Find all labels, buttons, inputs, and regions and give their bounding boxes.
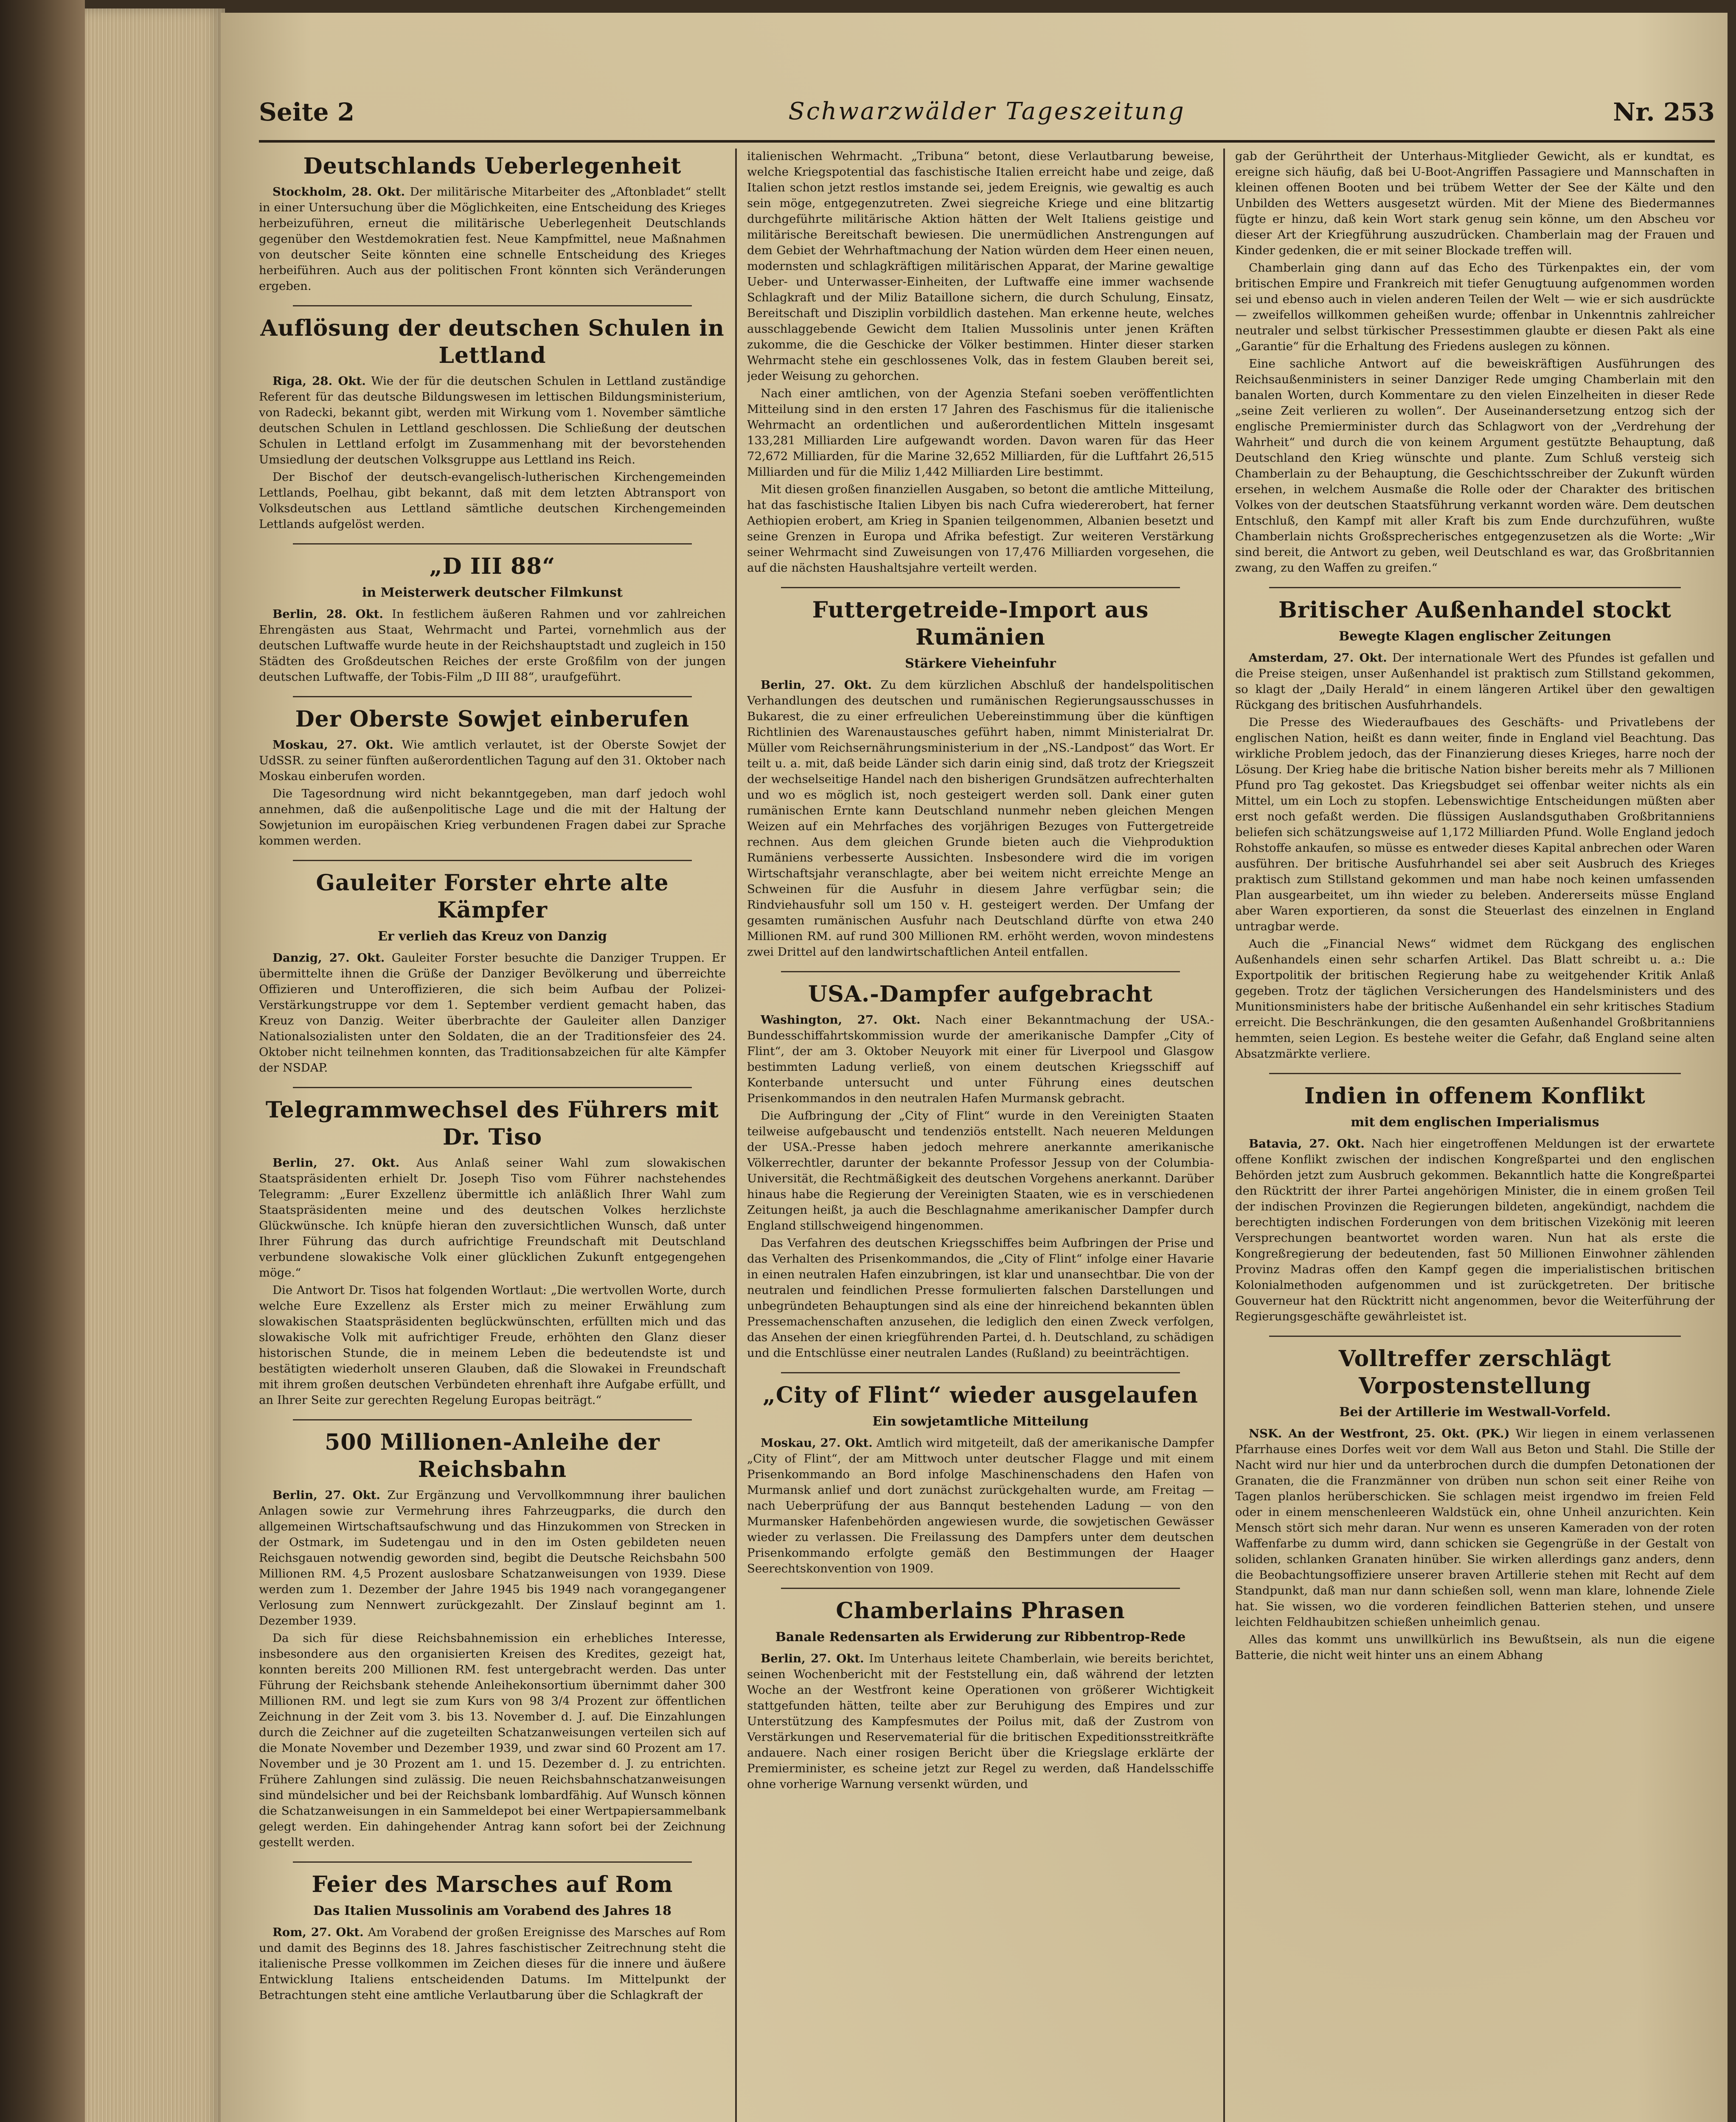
column-3	[1235, 149, 1715, 2122]
article-text: Gauleiter Forster besuchte die Danziger Truppen. Er übermittelte ihnen die Grüße der Danziger Bevölkerung und überreichte Offizieren und Unteroffizieren, die sich beim Aufbau der Polizei-Verstärkungstruppe vor dem 1. September verdient gemacht haben, das Kreuz von Danzig. Weiter überbrachte der Gauleiter allen Danziger Nationalsozialisten unter den Soldaten, die an der Traditionsfeier des 24. Oktober nicht teilnehmen konnten, das Traditionsabzeichen für alte Kämpfer der NSDAP.	[259, 951, 726, 1075]
article-text: Die Tagesordnung wird nicht bekanntgegeben, man darf jedoch wohl annehmen, daß die außenpolitische Lage und die mit der Haltung der Sowjetunion im europäischen Krieg verbundenen Fragen dabei zur Sprache kommen werden.	[259, 787, 726, 848]
divider	[293, 543, 692, 545]
article-text: Am Vorabend der großen Ereignisse des Marsches auf Rom und damit des Beginns des 18. Jahres faschistischer Zeitrechnung steht die italienische Presse vollkommen im Zeichen dieses für die innere und äußere Entwicklung Italiens entscheidenden Datums. Im Mittelpunkt der Betrachtungen steht eine amtliche Verlautbarung über die Schlagkraft der	[259, 1926, 726, 2002]
article-text: Die Presse des Wiederaufbaues des Geschäfts- und Privatlebens der englischen Nation, heißt es dann weiter, finde in England viel Beachtung. Das wirkliche Problem jedoch, das der Finanzierung dieses Krieges, harre noch der Lösung. Der Krieg habe die britische Nation bisher bereits mehr als 7 Millionen Pfund pro Tag gekostet. Das Kriegsbudget sei offenbar weiter nichts als ein Mittel, um ein Loch zu stopfen. Lebenswichtige Entscheidungen müßten aber erst noch gefaßt werden. Die flüssigen Auslandsguthaben Großbritanniens beliefen sich schätzungsweise auf 1,172 Milliarden Pfund. Wolle England jedoch Rohstoffe ankaufen, so müsse es entweder dieses Kapital anbrechen oder Waren ausführen. Der britische Ausfuhrhandel sei aber seit Ausbruch des Krieges praktisch zum Stillstand gekommen und man habe noch keinen umfassenden Plan ausgearbeitet, um ihn wieder zu beleben. Andererseits müsse England aber Waren exportieren, da sonst die Steuerlast des einzelnen in England untragbar werde.	[1235, 716, 1715, 933]
article-telegrammwechsel	[259, 1097, 726, 1408]
divider	[293, 1419, 692, 1420]
divider	[1269, 1073, 1681, 1074]
subheadline: Bewegte Klagen englischer Zeitungen	[1339, 629, 1611, 644]
dateline: Batavia, 27. Okt.	[1249, 1137, 1365, 1151]
article-text: Aus Anlaß seiner Wahl zum slowakischen Staatspräsidenten erhielt Dr. Joseph Tiso vom Führer nachstehendes Telegramm: „Eurer Exzellenz übermittle ich anläßlich Ihrer Wahl zum Staatspräsidenten meine und des deutschen Volkes herzlichste Glückwünsche. Ich knüpfe hieran den zuversichtlichen Wunsch, daß unter Ihrer Führung das durch aufrichtige Freundschaft mit Deutschland verbundene slowakische Volk einer glücklichen Zukunft entgegengehen möge.“	[259, 1156, 726, 1280]
headline: Indien in offenem Konflikt	[1304, 1083, 1646, 1109]
dateline: Washington, 27. Okt.	[761, 1013, 921, 1027]
headline: Deutschlands Ueberlegenheit	[303, 153, 682, 179]
article-text: Wir liegen in einem verlassenen Pfarrhause eines Dorfes weit vor dem Wall aus Beton und Stahl. Die Stille der Nacht wird nur hier und da unterbrochen durch die dumpfen Detonationen der Granaten, die die Franzmänner von drüben nun schon seit einer Reihe von Tagen planlos herüberschicken. Sie schlagen meist irgendwo im freien Feld oder in einem menschenleeren Waldstück ein, ohne Unheil anzurichten. Kein Mensch stört sich mehr daran. Nur wenn es unseren Kameraden von der roten Waffenfarbe zu dumm wird, dann schicken sie Gegengrüße in der Gestalt von soliden, schlanken Granaten hinüber. Sie wirken allerdings ganz anders, denn die Beobachtungsoffiziere unserer braven Artillerie stehen mit Recht auf dem Standpunkt, daß man nur dann schießen soll, wenn man klare, lohnende Ziele hat. Sie wissen, wo die vorderen feindlichen Batterien stehen, und unsere leichten Feldhaubitzen schießen unheimlich genau.	[1235, 1427, 1715, 1629]
article-schulen-lettland	[259, 315, 726, 532]
dateline: Berlin, 27. Okt.	[272, 1156, 400, 1170]
article-futtergetreide	[747, 597, 1214, 960]
headline: Telegrammwechsel des Führers mit Dr. Tiso	[265, 1097, 719, 1150]
headline: Futtergetreide-Import aus Rumänien	[812, 597, 1149, 650]
dateline: Berlin, 27. Okt.	[272, 1488, 380, 1502]
column-rule	[1223, 149, 1225, 2122]
divider	[293, 1087, 692, 1088]
book-binding	[0, 0, 85, 2122]
article-text: Alles das kommt uns unwillkürlich ins Bewußtsein, als nun die eigene Batterie, die nicht weit hinter uns an einem Abhang	[1235, 1633, 1715, 1662]
dateline: Riga, 28. Okt.	[272, 374, 366, 388]
article-gauleiter-forster	[259, 870, 726, 1076]
subheadline: in Meisterwerk deutscher Filmkunst	[362, 585, 623, 600]
headline: „City of Flint“ wieder ausgelaufen	[762, 1382, 1199, 1408]
headline: Auflösung der deutschen Schulen in Lettland	[260, 315, 725, 368]
article-text: Amtlich wird mitgeteilt, daß der amerikanische Dampfer „City of Flint“, der am Mittwoch unter deutscher Flagge und mit einem Prisenkommando an Bord infolge Maschinenschadens den Hafen von Murmansk anlief und dort zunächst zurückgehalten wurde, am Freitag — nach Ueberprüfung der aus Bannqut bestehenden Ladung — von den Murmansker Hafenbehörden angewiesen wurde, die sowjetischen Gewässer wieder zu verlassen. Die Freilassung des Dampfers unter dem deutschen Prisenkommando erfolgte gemäß den Bestimmungen der Haager Seerechtskonvention von 1909.	[747, 1436, 1214, 1575]
article-text: Wie der für die deutschen Schulen in Lettland zuständige Referent für das deutsche Bildungswesen im lettischen Bildungsministerium, von Radecki, bekannt gibt, werden mit Wirkung vom 1. November sämtliche deutschen Schulen in Lettland geschlossen. Die Schließung der deutschen Schulen in Lettland erfolgt im Zusammenhang mit der bevorstehenden Umsiedlung der deutschen Volksgruppe aus Lettland ins Reich.	[259, 374, 726, 466]
article-volltreffer	[1235, 1345, 1715, 1663]
article-text: Im Unterhaus leitete Chamberlain, wie bereits berichtet, seinen Wochenbericht mit der Feststellung ein, daß während der letzten Woche an der Westfront keine Operationen von größerer Wichtigkeit stattgefunden hätten, teilte aber zur Beruhigung des Empires und zur Unterstützung des Kampfesmutes der Poilus mit, daß der Zustrom von Verstärkungen und Reservematerial für die britischen Expeditionsstreitkräfte andauere. Nach einer rosigen Bericht über die Kriegslage erklärte der Premierminister, es scheine jetzt zur Regel zu werden, daß Handelsschiffe ohne vorherige Warnung versenkt würden, und	[747, 1652, 1214, 1791]
headline: 500 Millionen-Anleihe der Reichsbahn	[325, 1429, 660, 1482]
divider	[293, 1861, 692, 1863]
divider	[781, 1372, 1180, 1373]
divider	[293, 860, 692, 861]
article-chamberlains-phrasen	[747, 1597, 1214, 1792]
article-text: Die Aufbringung der „City of Flint“ wurde in den Vereinigten Staaten teilweise aufgebauscht und tendenziös entstellt. Nach neueren Meldungen der USA.-Presse haben jedoch mehrere anerkannte amerikanische Völkerrechtler, darunter der bekannte Professor Jessup von der Columbia-Universität, die Rechtmäßigkeit des deutschen Vorgehens anerkannt. Darüber hinaus habe die Regierung der Vereinigten Staaten, wie es in verschiedenen Zeitungen heißt, ja auch die Beschlagnahme amerikanischer Dampfer durch England stillschweigend hingenommen.	[747, 1109, 1214, 1232]
page-stack-edge	[85, 8, 225, 2122]
article-text: Auch die „Financial News“ widmet dem Rückgang des englischen Außenhandels einen sehr scharfen Artikel. Das Blatt schreibt u. a.: Die Exportpolitik der britischen Regierung habe zu weitgehender Kritik Anlaß gegeben. Trotz der täglichen Versicherungen des Handelsministers und des Munitionsministers habe der britische Außenhandel ein sehr kritisches Stadium erreicht. Die Beschränkungen, die den gesamten Außenhandel Großbritanniens hemmten, seien Legion. Es bestehe weiter die Gefahr, daß England seine alten Absatzmärkte verliere.	[1235, 937, 1715, 1061]
headline: Britischer Außenhandel stockt	[1278, 597, 1672, 623]
divider	[781, 587, 1180, 588]
article-text: Nach einer amtlichen, von der Agenzia Stefani soeben veröffentlichten Mitteilung sind in den ersten 17 Jahren des Faschismus für die italienische Wehrmacht an ordentlichen und außerordentlichen Mitteln insgesamt 133,281 Milliarden Lire aufgewandt worden. Davon waren für das Heer 72,672 Milliarden, für die Marine 32,652 Milliarden, für die Luftfahrt 26,515 Milliarden und für die Miliz 1,442 Milliarden Lire bestimmt.	[747, 387, 1214, 479]
dateline: Moskau, 27. Okt.	[272, 738, 393, 752]
dateline: Berlin, 28. Okt.	[272, 607, 383, 621]
article-text: Die Antwort Dr. Tisos hat folgenden Wortlaut: „Die wertvollen Worte, durch welche Eure Exzellenz als Erster mich zu meiner Erwählung zum slowakischen Staatspräsidenten beglückwünschten, erfüllten mich und das slowakische Volk mit aufrichtiger Freude, erhöhten den Glanz dieser historischen Stunde, die in meinem Leben die bedeutendste ist und bestätigten wiederholt unseren Glauben, daß die Slowakei in Freundschaft mit ihrem großen deutschen Verbündeten ehrenhaft ihre Aufgabe erfüllt, und an Ihrer Seite zur gerechten Regelung Europas beiträgt.“	[259, 1283, 726, 1407]
subheadline: Stärkere Vieheinfuhr	[905, 656, 1056, 671]
subheadline: Ein sowjetamtliche Mitteilung	[872, 1414, 1089, 1429]
divider	[293, 696, 692, 697]
subheadline: Er verlieh das Kreuz von Danzig	[378, 929, 607, 944]
article-text: Der militärische Mitarbeiter des „Aftonbladet“ stellt in einer Untersuchung über die Möglichkeiten, eine Entscheidung des Krieges herbeizuführen, erneut die militärische Ueberlegenheit Deutschlands gegenüber den Westdemokratien fest. Neue Kampfmittel, neue Maßnahmen von deutscher Seite könnten eine schnelle Entscheidung des Krieges herbeiführen. Auch aus der politischen Front könnten sich Veränderungen ergeben.	[259, 185, 726, 293]
article-oberste-sowjet	[259, 706, 726, 849]
headline: USA.-Dampfer aufgebracht	[808, 981, 1153, 1007]
article-text: Wie amtlich verlautet, ist der Oberste Sowjet der UdSSR. zu seiner fünften außerordentlichen Tagung auf den 31. Oktober nach Moskau einberufen worden.	[259, 738, 726, 783]
article-text: Mit diesen großen finanziellen Ausgaben, so betont die amtliche Mitteilung, hat das faschistische Italien Libyen bis nach Cufra wiedererobert, hat ferner Aethiopien erobert, am Krieg in Spanien teilgenommen, Albanien besetzt und seine Grenzen in Europa und Afrika befestigt. Zur weiteren Verstärkung seiner Wehrmacht sind Zuweisungen von 17,476 Milliarden vorgesehen, die auf die nächsten Haushaltsjahre verteilt werden.	[747, 483, 1214, 575]
article-indien-konflikt	[1235, 1083, 1715, 1325]
article-chamberlain-continued	[1235, 149, 1715, 576]
divider	[781, 971, 1180, 972]
article-text: Da sich für diese Reichsbahnemission ein erhebliches Interesse, insbesondere aus den organisierten Kreisen des Kredites, gezeigt hat, konnten bereits 200 Millionen RM. fest untergebracht werden. Das unter Führung der Reichsbank stehende Anleihekonsortium übernimmt daher 300 Millionen RM. und legt sie zum Kurs von 98 3/4 Prozent zur öffentlichen Zeichnung in der Zeit vom 3. bis 13. November d. J. auf. Die Einzahlungen durch die Zeichner auf die zugeteilten Schatzanweisungen verteilen sich auf die Monate November und Dezember 1939, und zwar sind 60 Prozent am 17. November und je 30 Prozent am 1. und 15. Dezember d. J. zu entrichten. Frühere Zahlungen sind zulässig. Die neuen Reichsbahnschatzanweisungen sind mündelsicher und bei der Reichsbank lombardfähig. Auf Wunsch können die Schatzanweisungen in ein Sammeldepot bei einer Wertpapiersammelbank gelegt werden. Ein dahingehender Antrag kann sofort bei der Zeichnung gestellt werden.	[259, 1631, 726, 1849]
masthead	[259, 89, 1715, 143]
dateline: Berlin, 27. Okt.	[761, 678, 872, 692]
divider	[1269, 587, 1681, 588]
subheadline: Banale Redensarten als Erwiderung zur Ribbentrop-Rede	[775, 1630, 1186, 1645]
article-text: Zu dem kürzlichen Abschluß der handelspolitischen Verhandlungen des deutschen und rumänischen Regierungsausschusses in Bukarest, die zu einer erfreulichen Uebereinstimmung über die künftigen Richtlinien des Warenaustausches geführt haben, nimmt Ministerialrat Dr. Müller vom Reichsernährungsministerium in der „NS.-Landpost“ das Wort. Er teilt u. a. mit, daß beide Länder sich darin einig sind, daß trotz der Kriegszeit der wechselseitige Handel nach den bisherigen Grundsätzen aufrechterhalten und wo es möglich ist, noch gesteigert werden soll. Dank einer guten rumänischen Ernte kann Deutschland nunmehr neben gleichen Mengen Weizen auf ein Mehrfaches des vorjährigen Bezuges von Futtergetreide rechnen. Aus dem gleichen Grunde bieten auch die Viehproduktion Rumäniens verbesserte Aussichten. Insbesondere wird die im vorigen Wirtschaftsjahr veranschlagte, aber bei weitem nicht erreichte Menge an Schweinen für die Ausfuhr in diesem Jahre verfügbar sein; die Rindviehausfuhr soll um 150 v. H. gesteigert werden. Der Umfang der gesamten rumänischen Ausfuhr nach Deutschland dürfte von etwa 240 Millionen RM. auf rund 300 Millionen RM. erhöht werden, wovon mindestens zwei Drittel auf den landwirtschaftlichen Anteil entfallen.	[747, 678, 1214, 959]
dateline: NSK. An der Westfront, 25. Okt. (PK.)	[1249, 1427, 1510, 1440]
dateline: Rom, 27. Okt.	[272, 1926, 364, 1939]
column-rule	[735, 149, 737, 2122]
newspaper-title: Schwarzwälder Tageszeitung	[788, 98, 1185, 125]
dateline: Danzig, 27. Okt.	[272, 951, 385, 965]
article-text: In festlichem äußeren Rahmen und vor zahlreichen Ehrengästen aus Staat, Wehrmacht und Partei, vornehmlich aus der deutschen Luftwaffe wurde heute in der Reichshauptstadt und zugleich in 150 Städten des Großdeutschen Reiches der erste Großfilm von der jungen deutschen Luftwaffe, der Tobis-Film „D III 88“, uraufgeführt.	[259, 607, 726, 684]
article-text: italienischen Wehrmacht. „Tribuna“ betont, diese Verlautbarung beweise, welche Kriegspotential das faschistische Italien erreicht habe und zeige, daß Italien schon jetzt restlos imstande sei, jedem Ereignis, wie gewaltig es auch sein möge, entgegenzutreten. Zwei siegreiche Kriege und eine blitzartig durchgeführte militärische Aktion hätten der Welt Italiens geistige und militärische Bereitschaft bewiesen. Die unermüdlichen Anstrengungen auf dem Gebiet der Wehrhaftmachung der Nation würden dem Heer einen neuen, modernsten und schlagkräftigen militärischen Apparat, der Marine gewaltige Ueber- und Unterwasser-Einheiten, der Luftwaffe eine immer wachsende Schlagkraft und der Miliz Bataillone sichern, die durch Schulung, Einsatz, Bereitschaft und Disziplin vorbildlich dastehen. Man erkenne heute, welches ausschlaggebende Gewicht dem Italien Mussolinis unter jenen Kräften zukomme, die die Geschicke der Völker bestimmen. Hinter dieser starken Wehrmacht stehe ein geschlossenes Volk, das in festem Glauben bereit sei, jeder Weisung zu gehorchen.	[747, 149, 1214, 383]
article-text: Chamberlain ging dann auf das Echo des Türkenpaktes ein, der vom britischen Empire und Frankreich mit tiefer Genugtuung aufgenommen worden sei und ebenso auch in vielen anderen Teilen der Welt — wie er sich ausdrückte — zweifellos willkommen geheißen wurde; offenbar in Unkenntnis zahlreicher neutraler und selbst türkischer Pressestimmen glaubte er diesen Pakt als eine „Garantie“ für die Erhaltung des Friedens auslegen zu können.	[1235, 261, 1715, 353]
column-2	[747, 149, 1214, 2122]
article-text: Das Verfahren des deutschen Kriegsschiffes beim Aufbringen der Prise und das Verhalten des Prisenkommandos, die „City of Flint“ infolge einer Havarie in einen neutralen Hafen einzubringen, ist klar und unansechtbar. Die von der neutralen und feindlichen Presse formulierten falschen Darstellungen und unbegründeten Behauptungen sind als eine der hinreichend bekannten üblen Pressemachenschaften anzusehen, die lediglich den einen Zweck verfolgen, das Ansehen der einen kriegführenden Partei, d. h. Deutschland, zu schädigen und die Entschlüsse einer neutralen Landes (Rußland) zu beeinträchtigen.	[747, 1236, 1214, 1360]
article-deutschlands-ueberlegenheit	[259, 153, 726, 294]
article-marsch-auf-rom	[259, 1871, 726, 2003]
dateline: Stockholm, 28. Okt.	[272, 185, 405, 199]
page-number: Seite 2	[259, 98, 355, 126]
headline: Gauleiter Forster ehrte alte Kämpfer	[316, 870, 669, 923]
article-text: Nach einer Bekanntmachung der USA.-Bundesschiffahrtskommission wurde der amerikanische Dampfer „City of Flint“, der am 3. Oktober Neuyork mit einer für Liverpool und Glasgow bestimmten Ladung verließ, von einem deutschen Kriegsschiff auf Konterbande untersucht und unter Führung eines deutschen Prisenkommandos in den neutralen Hafen Murmansk gebracht.	[747, 1013, 1214, 1105]
article-text: Nach hier eingetroffenen Meldungen ist der erwartete offene Konflikt zwischen der indischen Kongreßpartei und den englischen Behörden jetzt zum Ausbruch gekommen. Bekanntlich hatte die Kongreßpartei den Rücktritt der ihrer Partei angehörigen Minister, die in einem großen Teil der indischen Provinzen die Regierungen bildeten, angekündigt, nachdem die berechtigten indischen Forderungen von dem britischen Vizekönig mit leeren Versprechungen beantwortet worden waren. Nun hat als erste die Kongreßregierung der bedeutenden, fast 50 Millionen Einwohner zählenden Provinz Madras offen den Kampf gegen die imperialistischen britischen Kolonialmethoden aufgenommen und ist zurückgetreten. Der britische Gouverneur hat den Rücktritt nicht angenommen, bevor die Weiterführung der Regierungsgeschäfte gewährleistet ist.	[1235, 1137, 1715, 1323]
dateline: Amsterdam, 27. Okt.	[1249, 651, 1387, 665]
subheadline: mit dem englischen Imperialismus	[1351, 1115, 1599, 1130]
dateline: Berlin, 27. Okt.	[761, 1652, 864, 1665]
subheadline: Das Italien Mussolinis am Vorabend des Jahres 18	[313, 1903, 671, 1918]
article-reichsbahn-anleihe	[259, 1429, 726, 1850]
subheadline: Bei der Artillerie im Westwall-Vorfeld.	[1339, 1405, 1611, 1420]
headline: Der Oberste Sowjet einberufen	[295, 706, 690, 732]
article-city-of-flint	[747, 1382, 1214, 1577]
column-1	[259, 149, 726, 2122]
article-text: Eine sachliche Antwort auf die beweiskräftigen Ausführungen des Reichsaußenministers in seiner Danziger Rede umging Chamberlain mit den banalen Worten, durch Kommentare zu den vielen Einzelheiten in dieser Rede „seine Zeit verlieren zu wollen“. Der Auseinandersetzung entzog sich der englische Premierminister durch das Schlagwort von der „Verdrehung der Wahrheit“ und durch die von keinem Argument gestützte Behauptung, daß Deutschland den Krieg wünschte und plante. Zum Schluß versteig sich Chamberlain zu der Behauptung, die Geschichtsschreiber der Zukunft würden ersehen, in welchem Ausmaße die Rolle oder der Charakter des britischen Volkes von der deutschen Staatsführung verkannt worden wäre. Dem deutschen Entschluß, den Kampf mit aller Kraft bis zum Ende durchzuführen, wußte Chamberlain nichts Großsprecherisches entgegenzusetzen als die Worte: „Wir sind bereit, die Antwort zu geben, weil Deutschland es war, das Großbritannien zwang, zu den Waffen zu greifen.“	[1235, 357, 1715, 575]
headline: Volltreffer zerschlägt Vorpostenstellung	[1338, 1346, 1612, 1399]
divider	[293, 305, 692, 306]
headline: „D III 88“	[429, 553, 556, 579]
divider	[1269, 1336, 1681, 1337]
divider	[781, 1588, 1180, 1589]
issue-number: Nr. 253	[1613, 98, 1715, 126]
article-text: Zur Ergänzung und Vervollkommnung ihrer baulichen Anlagen sowie zur Vermehrung ihres Fahrzeugparks, die durch den allgemeinen Wirtschaftsaufschwung und das Hinzukommen von Strecken in der Ostmark, im Sudetengau und in den im Osten gebildeten neuen Reichsgauen notwendig geworden sind, begibt die Deutsche Reichsbahn 500 Millionen RM. 4,5 Prozent auslosbare Schatzanweisungen von 1939. Diese werden zum 1. Dezember der Jahre 1945 bis 1949 nach vorangegangener Verlosung zum Nennwert zurückgezahlt. Der Zinslauf beginnt am 1. Dezember 1939.	[259, 1488, 726, 1628]
article-usa-dampfer	[747, 981, 1214, 1361]
headline: Feier des Marsches auf Rom	[312, 1872, 673, 1897]
dateline: Moskau, 27. Okt.	[761, 1436, 873, 1450]
article-britischer-aussenhandel	[1235, 597, 1715, 1062]
headline: Chamberlains Phrasen	[836, 1598, 1125, 1624]
article-text: Der internationale Wert des Pfundes ist gefallen und die Preise steigen, unser Außenhandel ist praktisch zum Stillstand gekommen, so klagt der „Daily Herald“ in einem längeren Artikel über den gewaltigen Rückgang des britischen Ausfuhrhandels.	[1235, 651, 1715, 712]
article-d-iii-88	[259, 553, 726, 685]
article-italien-wehrmacht-continued	[747, 149, 1214, 576]
newspaper-page	[221, 13, 1728, 2122]
article-text: gab der Gerührtheit der Unterhaus-Mitglieder Gewicht, als er kundtat, es ereigne sich häufig, daß bei U-Boot-Angriffen Passagiere und Mannschaften in kleinen offenen Booten und bei trübem Wetter der See der Kälte und den Unbilden des Wetters ausgesetzt würden. Mit der Miene des Biedermannes fügte er hinzu, daß kein Wort stark genug sein könne, um den Abscheu vor dieser Art der Kriegführung auszudrücken. Chamberlain mag der Frauen und Kinder gedenken, die er mit seiner Blockade treffen will.	[1235, 149, 1715, 257]
article-text: Der Bischof der deutsch-evangelisch-lutherischen Kirchengemeinden Lettlands, Poelhau, gibt bekannt, daß mit dem letzten Abtransport von Volksdeutschen aus Lettland sämtliche deutschen Kirchengemeinden Lettlands aufgelöst werden.	[259, 470, 726, 531]
